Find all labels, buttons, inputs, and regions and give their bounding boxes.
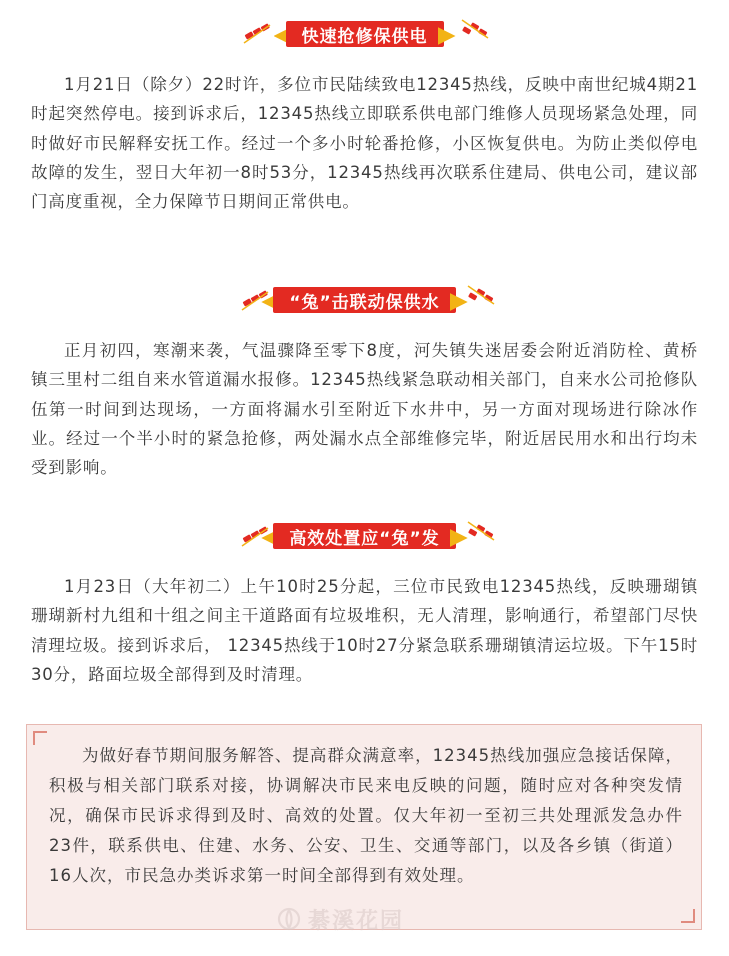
watermark-text: 綦溪花园 <box>308 908 405 934</box>
title-banner <box>272 17 458 51</box>
corner-ornament <box>33 731 47 745</box>
firecracker-icon <box>466 282 496 308</box>
firecracker-icon <box>466 518 496 544</box>
title-banner <box>259 283 469 317</box>
section-body-2: 正月初四，寒潮来袭，气温骤降至零下8度，河失镇失迷居委会附近消防栓、黄桥镇三里村二组自来水管道漏水报修。12345热线紧急联动相关部门，自来水公司抢修队伍第一时间到达现场，一方面将漏水引至附近下水井中，另一方面对现场进行除冰作业。经过一个半小时的紧急抢修，两处漏水点全部维修完毕，附近居民用水和出行均未受到影响。 <box>31 341 698 478</box>
summary-box <box>26 724 702 930</box>
firecracker-icon <box>460 16 490 42</box>
section-title-label: “兔”击联动保供水 <box>289 292 440 313</box>
section-title-1 <box>0 14 729 54</box>
section-body-1: 1月21日（除夕）22时许，多位市民陆续致电12345热线，反映中南世纪城4期21时起突然停电。接到诉求后，12345热线立即联系供电部门维修人员现场紧急处理，同时做好市民解释安抚工作。经过一个多小时轮番抢修，小区恢复供电。为防止类似停电故障的发生，翌日大年初一8时53分，12345热线再次联系住建局、供电公司，建议部门高度重视，全力保障节日期间正常供电。 <box>31 75 698 212</box>
corner-ornament <box>681 909 695 923</box>
firecracker-icon <box>242 21 272 47</box>
section-title-3 <box>0 516 729 556</box>
summary-body: 为做好春节期间服务解答、提高群众满意率，12345热线加强应急接话保障，积极与相关部门联系对接，协调解决市民来电反映的问题，随时应对各种突发情况，确保市民诉求得到及时、高效的处置。仅大年初一至初三共处理派发急办件23件，联系供电、住建、水务、公安、卫生、交通等部门，以及各乡镇（街道）16人次，市民急办类诉求第一时间全部得到有效处理。 <box>49 746 683 885</box>
section-body-3: 1月23日（大年初二）上午10时25分起，三位市民致电12345热线，反映珊瑚镇珊瑚新村九组和十组之间主干道路面有垃圾堆积，无人清理，影响通行，希望部门尽快清理垃圾。接到诉求后， 12345热线于10时27分紧急联系珊瑚镇清运垃圾。下午15时30分，路面垃圾全部得到及时清理。 <box>31 577 698 684</box>
section-title-label: 高效处置应“兔”发 <box>289 528 440 549</box>
flower-logo-icon <box>276 906 302 932</box>
watermark <box>276 904 404 934</box>
section-title-2 <box>0 280 729 320</box>
title-banner <box>259 519 469 553</box>
section-title-label: 快速抢修保供电 <box>301 26 428 47</box>
